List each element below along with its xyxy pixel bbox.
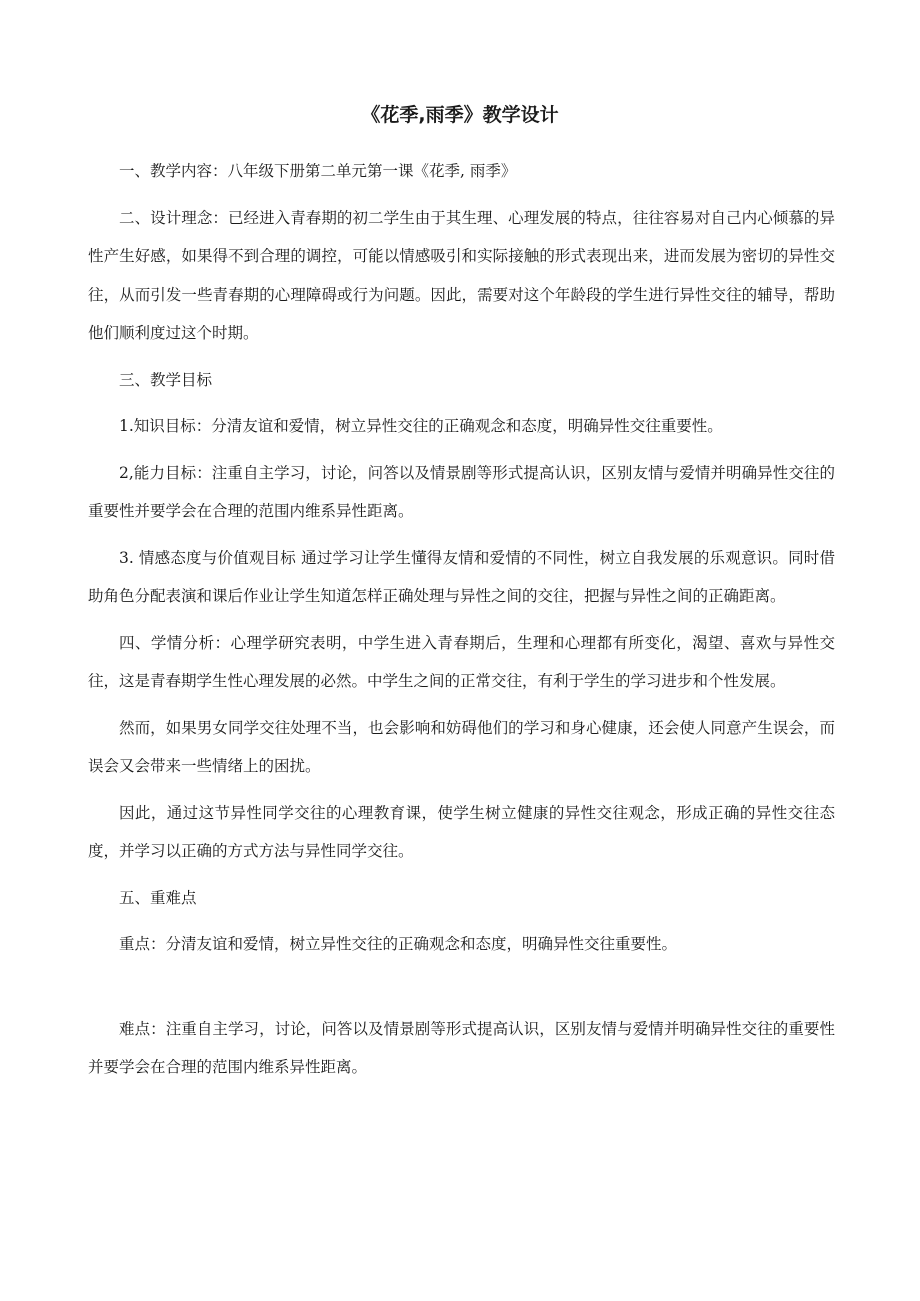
section-teaching-goals-heading: 三、教学目标 xyxy=(119,370,213,389)
section-learner-analysis: 四、学情分析：心理学研究表明，中学生进入青春期后，生理和心理都有所变化，渴望、喜欢与异性交往，这是青春期学生性心理发展的必然。中学生之间的正常交往，有利于学生的学习进步和个性发展。 xyxy=(88,633,835,690)
goal-emotion-values: 3. 情感态度与价值观目标 通过学习让学生懂得友情和爱情的不同性，树立自我发展的乐观意识。同时借助角色分配表演和课后作业让学生知道怎样正确处理与异性之间的交往，把握与异性之间的正确距离。 xyxy=(88,548,835,605)
document-title: 《花季,雨季》教学设计 xyxy=(361,104,559,126)
section-design-concept: 二、设计理念：已经进入青春期的初二学生由于其生理、心理发展的特点，往往容易对自己内心倾慕的异性产生好感，如果得不到合理的调控，可能以情感吸引和实际接触的形式表现出来，进而发展为密切的异性交往，从而引发一些青春期的心理障碍或行为问题。因此，需要对这个年龄段的学生进行异性交往的辅导，帮助他们顺利度过这个时期。 xyxy=(88,208,835,342)
goal-ability: 2,能力目标：注重自主学习，讨论，问答以及情景剧等形式提高认识，区别友情与爱情并明确异性交往的重要性并要学会在合理的范围内维系异性距离。 xyxy=(88,463,835,520)
section-key-points-heading: 五、重难点 xyxy=(119,888,197,907)
learner-analysis-paragraph-2: 然而，如果男女同学交往处理不当，也会影响和妨碍他们的学习和身心健康，还会使人同意产生误会，而误会又会带来一些情绪上的困扰。 xyxy=(88,718,835,775)
difficult-point: 难点：注重自主学习，讨论，问答以及情景剧等形式提高认识，区别友情与爱情并明确异性交往的重要性并要学会在合理的范围内维系异性距离。 xyxy=(88,1019,835,1076)
key-point: 重点：分清友谊和爱情，树立异性交往的正确观念和态度，明确异性交往重要性。 xyxy=(119,935,678,953)
section-teaching-content: 一、教学内容：八年级下册第二单元第一课《花季, 雨季》 xyxy=(119,162,517,180)
goal-knowledge: 1.知识目标：分清友谊和爱情，树立异性交往的正确观念和态度，明确异性交往重要性。 xyxy=(119,417,723,435)
document-body xyxy=(88,152,835,1087)
learner-analysis-paragraph-3: 因此，通过这节异性同学交往的心理教育课，使学生树立健康的异性交往观念，形成正确的异性交往态度，并学习以正确的方式方法与异性同学交往。 xyxy=(88,803,835,860)
